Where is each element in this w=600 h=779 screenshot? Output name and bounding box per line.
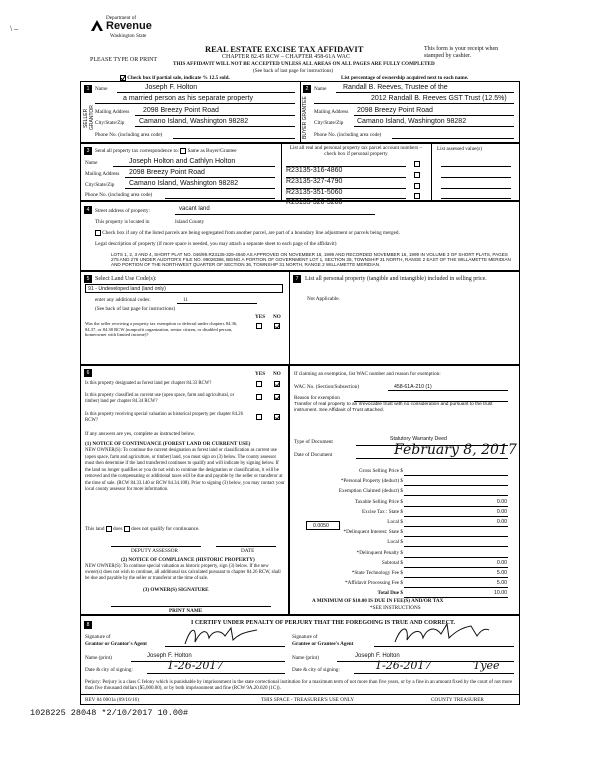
treasurer-space: THIS SPACE - TREASURER'S USE ONLY bbox=[261, 697, 355, 703]
s6-q1-no-checkbox[interactable] bbox=[274, 381, 280, 387]
seller-name-label: Name bbox=[95, 86, 108, 92]
land-use-label: Select Land Use Code(s): bbox=[95, 276, 157, 282]
grantor-date[interactable]: 1-26-2017 bbox=[167, 659, 224, 672]
grantor-agent-label: Grantor or Grantor's Agent bbox=[85, 641, 147, 647]
grantee-name-print-label: Name (print) bbox=[292, 655, 319, 661]
personal-property-checkbox[interactable] bbox=[414, 172, 420, 178]
s3-city-label: City/State/Zip bbox=[85, 182, 115, 188]
ownership-note: List percentage of ownership acquired next to each name. bbox=[341, 75, 469, 81]
check-icon bbox=[275, 382, 280, 387]
s3-mail[interactable]: 2098 Breezy Point Road bbox=[129, 169, 205, 176]
seller-mail[interactable]: 2098 Breezy Point Road bbox=[143, 107, 219, 114]
grantee-date-label: Date & city of signing: bbox=[292, 667, 340, 673]
seller-side-label: SELLER GRANTOR bbox=[83, 105, 95, 131]
personal-property-value[interactable]: Not Applicable. bbox=[307, 296, 340, 302]
tax-calculation-box bbox=[289, 365, 520, 615]
tax-row-label: *Delinquent Penalty $ bbox=[356, 549, 403, 556]
buyer-phone-line[interactable] bbox=[392, 131, 514, 139]
s6-q2-no-checkbox[interactable] bbox=[274, 394, 280, 400]
tax-row-label: *State Technology Fee $ bbox=[351, 570, 403, 576]
buyer-city[interactable]: Camano Island, Washington 98282 bbox=[357, 118, 467, 125]
dept-state: Washington State bbox=[110, 33, 147, 39]
grantee-signature bbox=[391, 622, 491, 648]
notice2-text: NEW OWNER(S): To continue special valuation as historic property, sign (3) below. If the new owner(s) does not wish to continue, all additional tax calculated pursuant to chapter 84.26 RCW, shall be due and payable by the seller or transferor at the time of sale. bbox=[85, 564, 281, 581]
tax-row-label: Local $ bbox=[387, 519, 403, 525]
tax-row bbox=[290, 588, 521, 598]
section-3-badge: 3 bbox=[84, 147, 92, 155]
county-treasurer: COUNTY TREASURER bbox=[431, 697, 484, 703]
assessed-line[interactable] bbox=[441, 159, 511, 167]
assessed-header: List assessed value(s) bbox=[437, 146, 482, 152]
see-instructions: *SEE INSTRUCTIONS bbox=[370, 605, 421, 611]
tax-row-label: Gross Selling Price $ bbox=[359, 468, 403, 474]
tax-row-label: Local $ bbox=[387, 539, 403, 546]
check-icon bbox=[275, 415, 280, 420]
s3-phone-label: Phone No. (including area code) bbox=[85, 192, 153, 198]
section-6-badge: 6 bbox=[84, 369, 92, 377]
buyer-mail-label: Mailing Address bbox=[314, 109, 349, 115]
assessed-line[interactable] bbox=[441, 170, 511, 178]
street-address[interactable]: vacant land bbox=[179, 206, 210, 212]
buyer-name2[interactable]: 2012 Randall B. Reeves GST Trust (12.5%) bbox=[371, 95, 507, 102]
doc-type-label: Type of Document bbox=[294, 439, 333, 445]
see-back-header: (See back of last page for instructions) bbox=[253, 68, 334, 74]
grantor-name-print-label: Name (print) bbox=[85, 655, 112, 661]
s5-yes-label: YES bbox=[255, 314, 266, 320]
perjury-notice: Perjury: Perjury is a class C felony which is punishable by imprisonment in the state correctional institution for a maximum term of not more than five years, or by a fine in an amount fixed by the court of not more than five thousand dollars ($5,000.00), or by both imprisonment and fine (RCW 9A.20.020 (1C)). bbox=[85, 680, 513, 692]
date-line[interactable] bbox=[216, 546, 276, 547]
reason-line bbox=[354, 394, 508, 402]
buyer-city-label: City/State/Zip bbox=[314, 120, 344, 126]
parcel-row bbox=[286, 170, 406, 185]
tax-row-label: Excise Tax : State $ bbox=[361, 508, 403, 515]
additional-codes-label: enter any additional codes: bbox=[95, 297, 151, 303]
print-name-label: PRINT NAME bbox=[169, 608, 203, 614]
s5-see-back: (See back of last page for instructions) bbox=[95, 306, 176, 312]
s5-yes-checkbox[interactable] bbox=[256, 323, 262, 329]
s3-phone-line[interactable] bbox=[165, 191, 275, 199]
s6-q2-yes-checkbox[interactable] bbox=[256, 394, 262, 400]
grantee-print-name[interactable]: Joseph F. Holton bbox=[355, 653, 400, 659]
seller-mail-label: Mailing Address bbox=[95, 109, 130, 115]
certify-statement: I CERTIFY UNDER PENALTY OF PERJURY THAT THE FOREGOING IS TRUE AND CORRECT. bbox=[191, 620, 456, 626]
tax-row-label: *Delinquent Interest: State $ bbox=[343, 529, 403, 536]
tax-row bbox=[290, 476, 521, 486]
parcel-header: List all real and personal property tax parcel account numbers – check box if personal property bbox=[289, 145, 423, 157]
street-label: Street address of property: bbox=[95, 208, 150, 214]
treasurer-stamp: 1028225 28048 *2/10/2017 10.00# bbox=[30, 708, 189, 718]
tax-row bbox=[290, 486, 521, 496]
local-rate-box[interactable]: 0.0050 bbox=[306, 521, 340, 530]
section-5-badge: 5 bbox=[84, 275, 92, 283]
seller-phone-line[interactable] bbox=[173, 131, 295, 139]
section-7-badge: 7 bbox=[293, 275, 301, 283]
tax-row bbox=[290, 497, 521, 507]
tax-row-label: *Affidavit Processing Fee $ bbox=[345, 580, 403, 587]
parcel-row bbox=[286, 159, 406, 174]
tax-row-label: Total Due $ bbox=[377, 590, 403, 597]
reason-label: Reason for exemption bbox=[294, 395, 340, 401]
tax-row-value[interactable]: 5.00 bbox=[496, 580, 507, 587]
tax-row-value[interactable]: 10.00 bbox=[494, 590, 507, 597]
s3-city[interactable]: Camano Island, Washington 98282 bbox=[129, 180, 239, 187]
parcel-number[interactable]: R23135-327-4790 bbox=[286, 178, 343, 185]
does-checkbox[interactable] bbox=[106, 526, 112, 532]
section-1-badge: 1 bbox=[84, 85, 92, 93]
s6-q1-yes-checkbox[interactable] bbox=[256, 381, 262, 387]
buyer-name-label: Name bbox=[314, 86, 327, 92]
additional-codes-line bbox=[177, 296, 257, 304]
tax-row-value[interactable]: 0.00 bbox=[496, 559, 507, 566]
tax-row bbox=[290, 578, 521, 588]
check-icon bbox=[275, 395, 280, 400]
tax-row-label: *Personal Property (deduct) $ bbox=[340, 478, 403, 485]
date-label: DATE bbox=[241, 548, 255, 554]
dor-logo-icon bbox=[90, 18, 104, 32]
parties-box bbox=[80, 81, 520, 143]
legal-description[interactable]: LOTS 1, 2, 3 AND 4, SHORT PLAT NO. 046/99.R23135-329-4940 AS APPROVED ON NOVEMBER 16, 1999 AND RECORDED NOVEMBER 16, 1999 IN VOLUME 3 OF SHORT PLATS, PAGES 275 AND 276 UNDER AUDITOR'S FILE NO. 99026386, BEING A PORTION OF GOVERNMENT LOT 1, SECTION 35, TOWNSHIP 31 NORTH, RANGE 2 EAST OF THE WILLAMETTE MERIDIAN AND PORTION OF THE NORTHWEST QUARTER OF SECTION 36, TOWNSHIP 31 NORTH, RANGE 2 WILLAMETTE MERIDIAN. bbox=[111, 252, 511, 268]
tax-row-label: Taxable Selling Price $ bbox=[354, 498, 403, 505]
section-2-badge: 2 bbox=[303, 85, 311, 93]
grantor-date-label: Date & city of signing: bbox=[85, 667, 133, 673]
owner-sig-label: (3) OWNER(S) SIGNATURE bbox=[143, 587, 209, 593]
notice1-title: (1) NOTICE OF CONTINUANCE (FOREST LAND OR CURRENT USE) bbox=[85, 441, 251, 447]
tax-row bbox=[290, 537, 521, 547]
if-yes-note: If any answers are yes, complete as instructed below. bbox=[85, 431, 196, 437]
section-8-badge: 8 bbox=[84, 621, 92, 629]
buyer-mail[interactable]: 2098 Breezy Point Road bbox=[357, 107, 433, 114]
form-warning: THIS AFFIDAVIT WILL NOT BE ACCEPTED UNLESS ALL AREAS ON ALL PAGES ARE FULLY COMPLETED bbox=[173, 61, 435, 67]
s6-no-label: NO bbox=[273, 371, 281, 377]
county-label: This property is located in bbox=[95, 219, 150, 225]
tax-row bbox=[290, 548, 521, 558]
dept-big: Revenue bbox=[106, 20, 152, 32]
tax-row bbox=[290, 507, 521, 517]
personal-property-checkbox[interactable] bbox=[414, 183, 420, 189]
print-name-line[interactable] bbox=[111, 606, 271, 607]
grantee-date[interactable]: 1-26-2017 bbox=[375, 659, 432, 672]
grantee-agent-label: Grantee or Grantee's Agent bbox=[292, 641, 354, 647]
notice1-text: NEW OWNER(S): To continue the current designation as forest land or classification as current use (open space, farm and agriculture, or timber) land, you must sign on (3) below. The county assessor must then determine if the land transferred continues to qualify and will indicate by signing below. If the land no longer qualifies or you do not wish to continue the designation or classification, it will be removed and the compensating or additional taxes will be due and payable by the seller or transferor at the time of sale. (RCW 84.33.140 or RCW 84.34.108). Prior to signing (3) below, you may contact your local county assessor for more information. bbox=[85, 448, 285, 492]
claim-label: If claiming an exemption, list WAC number and reason for exemption: bbox=[294, 371, 441, 377]
form-chapter: CHAPTER 82.45 RCW – CHAPTER 458-61A WAC bbox=[222, 54, 350, 60]
deputy-line[interactable] bbox=[111, 546, 201, 547]
receipt-note: This form is your receipt when stamped by cashier. bbox=[424, 46, 499, 59]
buyer-side-label: BUYER GRANTEE bbox=[302, 96, 308, 140]
section-6-box bbox=[80, 365, 289, 615]
notice2-title: (2) NOTICE OF COMPLIANCE (HISTORIC PROPERTY) bbox=[121, 557, 255, 563]
parcel-number[interactable]: R23135-316-4860 bbox=[286, 167, 343, 174]
grantor-sig-label: Signature of bbox=[85, 634, 111, 640]
assessed-line[interactable] bbox=[441, 191, 511, 199]
s5-no-checkbox[interactable] bbox=[274, 323, 280, 329]
s3-name-label: Name bbox=[85, 160, 98, 166]
tax-row-value[interactable]: 5.00 bbox=[496, 570, 507, 576]
segregate-row: Check box if any of the listed parcels are being segregated from another parcel, are part of a boundary line adjustment or parcels being merged. bbox=[95, 230, 400, 236]
seller-city-label: City/State/Zip bbox=[95, 120, 125, 126]
buyer-name[interactable]: Randall B. Reeves, Trustee of the bbox=[343, 84, 448, 91]
print-note: PLEASE TYPE OR PRINT bbox=[90, 57, 158, 63]
s6-q2: Is this property classified as current use (open space, farm and agricultural, or timber) land per chapter 84.34 RCW? bbox=[85, 393, 235, 404]
does-not-checkbox[interactable] bbox=[124, 526, 130, 532]
personal-property-label: List all personal property (tangible and intangible) included in selling price. bbox=[305, 276, 487, 282]
s6-q3-no-checkbox[interactable] bbox=[274, 414, 280, 420]
deputy-label: DEPUTY ASSESSOR bbox=[131, 548, 178, 554]
dept-small: Department of bbox=[106, 15, 137, 21]
parcel-number[interactable]: R23135-320-5200 bbox=[286, 199, 343, 206]
form-title: REAL ESTATE EXCISE TAX AFFIDAVIT bbox=[205, 44, 364, 54]
s6-q1: Is this property designated as forest land per chapter 84.33 RCW? bbox=[85, 381, 212, 386]
tax-row bbox=[290, 568, 521, 578]
continuance-row: This land does does not qualify for continuance. bbox=[85, 526, 200, 533]
tax-row-label: Exemption Claimed (deduct) $ bbox=[338, 488, 403, 495]
section-3-box bbox=[80, 143, 520, 206]
footer-divider bbox=[81, 694, 519, 695]
corner-mark: \ – bbox=[10, 24, 19, 33]
wac-label: WAC No. (Section/Subsection) bbox=[294, 384, 359, 390]
county-value[interactable]: Island County bbox=[175, 219, 205, 225]
s3-name[interactable]: Joseph Holton and Cathlyn Holton bbox=[129, 158, 236, 165]
tax-row bbox=[290, 466, 521, 476]
section-4-box bbox=[80, 201, 520, 271]
s3-mail-label: Mailing Address bbox=[85, 171, 120, 177]
personal-property-checkbox[interactable] bbox=[414, 161, 420, 167]
s6-yes-label: YES bbox=[255, 371, 266, 377]
s6-q3-yes-checkbox[interactable] bbox=[256, 414, 262, 420]
section-8-box bbox=[80, 615, 520, 705]
parcel-number[interactable]: R23135-351-5060 bbox=[286, 189, 343, 196]
segregate-checkbox[interactable] bbox=[95, 230, 101, 236]
doc-date[interactable]: February 8, 2017 bbox=[394, 442, 517, 458]
tax-row bbox=[290, 558, 521, 568]
seller-name-line bbox=[117, 85, 295, 93]
form-revision: REV 84 0001a (09/16/16) bbox=[85, 697, 139, 703]
send-label: Send all property tax correspondence to: Same as Buyer/Grantee bbox=[95, 148, 237, 155]
s5-no-label: NO bbox=[273, 314, 281, 320]
grantor-print-name[interactable]: Joseph F. Holton bbox=[147, 653, 192, 659]
section-4-badge: 4 bbox=[84, 206, 92, 214]
tax-row-label: Subtotal $ bbox=[381, 559, 403, 566]
parcel-row bbox=[286, 181, 406, 196]
personal-property-checkbox[interactable] bbox=[414, 193, 420, 199]
grantee-city[interactable]: Tyee bbox=[473, 659, 500, 672]
tax-row-value[interactable]: 0.00 bbox=[496, 519, 507, 525]
grantee-sig-label: Signature of bbox=[292, 634, 318, 640]
doc-type[interactable]: Statutory Warranty Deed bbox=[390, 436, 447, 442]
land-use-select[interactable]: 91 - Undeveloped land (land only) bbox=[85, 284, 283, 293]
s5-question: Was the seller receiving a property tax exemption or deferral under chapters 84.36, 84.37, or 84.38 RCW (nonprofit organization, senior citizen, or disabled person, homeowner with limited income)? bbox=[85, 321, 238, 338]
partial-sale: Check box if partial sale, indicate % 12.5 sold. bbox=[120, 75, 230, 81]
doc-date-label: Date of Document bbox=[294, 452, 333, 458]
same-as-buyer-checkbox[interactable] bbox=[180, 148, 186, 154]
minimum-note: A MINIMUM OF $10.00 IS DUE IN FEE(S) AND/OR TAX bbox=[312, 598, 444, 604]
grantor-signature bbox=[181, 624, 261, 648]
seller-name2[interactable]: a married person as his separate property bbox=[123, 95, 253, 102]
legal-label: Legal description of property (if more space is needed, you may attach a separate sheet to each page of the affidavit) bbox=[95, 241, 337, 247]
section-5-7-box bbox=[80, 271, 520, 365]
buyer-phone-label: Phone No. (including area code) bbox=[314, 132, 382, 138]
wac-value[interactable]: 458-61A-210 (1) bbox=[394, 384, 432, 390]
assessed-line[interactable] bbox=[441, 181, 511, 189]
check-icon bbox=[275, 324, 280, 329]
s6-q3: Is this property receiving special valuation as historical property per chapter 84.26 RCW? bbox=[85, 412, 243, 423]
tax-row-value[interactable]: 0.00 bbox=[496, 498, 507, 505]
seller-city[interactable]: Camano Island, Washington 98282 bbox=[139, 118, 249, 125]
parcel-row bbox=[286, 191, 406, 206]
seller-phone-label: Phone No. (including area code) bbox=[95, 132, 163, 138]
tax-row-value[interactable]: 0.00 bbox=[496, 508, 507, 515]
reason-text[interactable]: Transfer of real property to an irrevocable trust with no consideration and pursuant to the trust instrument. See Affidavit of Trust attached. bbox=[294, 402, 493, 413]
seller-name[interactable]: Joseph F. Holton bbox=[145, 84, 198, 91]
additional-codes[interactable]: 11 bbox=[183, 297, 188, 303]
